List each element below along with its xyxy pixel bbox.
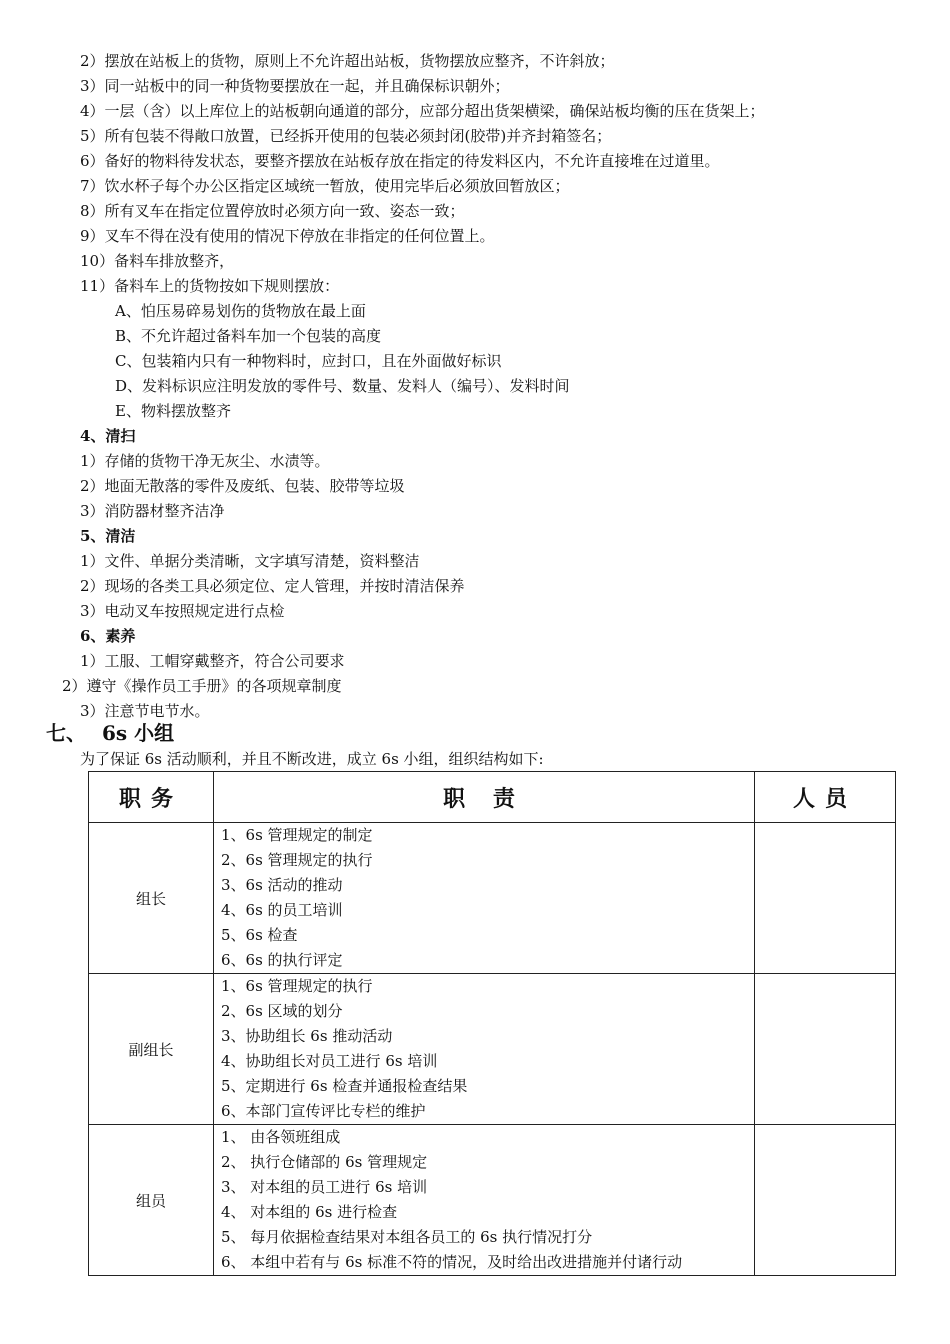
duty-item: 4、协助组长对员工进行 6s 培训 [221, 1052, 438, 1070]
duty-item: 2、6s 区域的划分 [221, 1002, 343, 1020]
duty-item: 4、 对本组的 6s 进行检查 [221, 1203, 398, 1221]
role-cell: 组员 [89, 1125, 214, 1276]
rule-line-3: 3）同一站板中的同一种货物要摆放在一起，并且确保标识朝外； [80, 77, 510, 95]
table-row [89, 1125, 896, 1276]
duty-item: 2、 执行仓储部的 6s 管理规定 [221, 1153, 428, 1171]
heading-tidiness: 5、清洁 [80, 527, 136, 545]
rule-line-10: 10）备料车排放整齐， [80, 252, 235, 270]
rule-line-2: 2）摆放在站板上的货物，原则上不允许超出站板，货物摆放应整齐，不许斜放； [80, 52, 615, 70]
duty-item: 2、6s 管理规定的执行 [221, 851, 373, 869]
duties-cell [214, 823, 755, 974]
duty-item: 3、6s 活动的推动 [221, 876, 343, 894]
discipline-line-3: 3）注意节电节水。 [80, 702, 210, 720]
org-structure-table [88, 771, 896, 1276]
section-7-title [46, 720, 174, 746]
duties-cell [214, 1125, 755, 1276]
duty-item: 1、 由各领班组成 [221, 1128, 341, 1146]
duty-item: 3、协助组长 6s 推动活动 [221, 1027, 393, 1045]
table-row [89, 974, 896, 1125]
tidiness-line-2: 2）现场的各类工具必须定位、定人管理，并按时清洁保养 [80, 577, 465, 595]
sub-rule-e: E、物料摆放整齐 [115, 402, 231, 420]
rule-line-4: 4）一层（含）以上库位上的站板朝向通道的部分，应部分超出货架横梁，确保站板均衡的压在货架上； [80, 102, 765, 120]
cleaning-line-3: 3）消防器材整齐洁净 [80, 502, 225, 520]
sub-rule-c: C、包装箱内只有一种物料时，应封口，且在外面做好标识 [115, 352, 502, 370]
role-cell: 副组长 [89, 974, 214, 1125]
duty-item: 3、 对本组的员工进行 6s 培训 [221, 1178, 428, 1196]
discipline-line-2: 2）遵守《操作员工手册》的各项规章制度 [62, 677, 342, 695]
duty-item: 1、6s 管理规定的制定 [221, 826, 373, 844]
section-7-intro: 为了保证 6s 活动顺利，并且不断改进，成立 6s 小组，组织结构如下: [80, 750, 544, 768]
cleaning-line-1: 1）存储的货物干净无灰尘、水渍等。 [80, 452, 330, 470]
header-role: 职务 [89, 772, 214, 823]
duty-item: 5、定期进行 6s 检查并通报检查结果 [221, 1077, 468, 1095]
duty-item: 6、 本组中若有与 6s 标准不符的情况，及时给出改进措施并付诸行动 [221, 1253, 683, 1271]
sub-rule-a: A、怕压易碎易划伤的货物放在最上面 [115, 302, 366, 320]
discipline-line-1: 1）工服、工帽穿戴整齐，符合公司要求 [80, 652, 345, 670]
duties-cell [214, 974, 755, 1125]
tidiness-line-3: 3）电动叉车按照规定进行点检 [80, 602, 285, 620]
cleaning-line-2: 2）地面无散落的零件及废纸、包装、胶带等垃圾 [80, 477, 405, 495]
person-cell [755, 974, 896, 1125]
header-duties: 职 责 [214, 772, 755, 823]
sub-rule-d: D、发料标识应注明发放的零件号、数量、发料人（编号）、发料时间 [115, 377, 570, 395]
tidiness-line-1: 1）文件、单据分类清晰，文字填写清楚，资料整洁 [80, 552, 420, 570]
heading-cleaning: 4、清扫 [80, 427, 136, 445]
rule-line-11: 11）备料车上的货物按如下规则摆放： [80, 277, 340, 295]
duty-item: 5、6s 检查 [221, 926, 298, 944]
table-row [89, 823, 896, 974]
header-person: 人员 [755, 772, 896, 823]
rule-line-9: 9）叉车不得在没有使用的情况下停放在非指定的任何位置上。 [80, 227, 495, 245]
duty-item: 1、6s 管理规定的执行 [221, 977, 373, 995]
heading-discipline: 6、素养 [80, 627, 136, 645]
section-7-number: 七、 [46, 721, 86, 745]
section-7-heading: 6s 小组 [102, 721, 175, 745]
duty-item: 5、 每月依据检查结果对本组各员工的 6s 执行情况打分 [221, 1228, 593, 1246]
sub-rule-b: B、不允许超过备料车加一个包装的高度 [115, 327, 382, 345]
person-cell [755, 823, 896, 974]
duty-item: 6、本部门宣传评比专栏的维护 [221, 1102, 426, 1120]
table-header-row [89, 772, 896, 823]
duty-item: 6、6s 的执行评定 [221, 951, 343, 969]
person-cell [755, 1125, 896, 1276]
rule-line-5: 5）所有包装不得敞口放置，已经拆开使用的包装必须封闭(胶带)并齐封箱签名； [80, 127, 612, 145]
role-cell: 组长 [89, 823, 214, 974]
rule-line-8: 8）所有叉车在指定位置停放时必须方向一致、姿态一致； [80, 202, 465, 220]
duty-item: 4、6s 的员工培训 [221, 901, 343, 919]
rule-line-6: 6）备好的物料待发状态，要整齐摆放在站板存放在指定的待发料区内，不允许直接堆在过道里。 [80, 152, 720, 170]
rule-line-7: 7）饮水杯子每个办公区指定区域统一暂放，使用完毕后必须放回暂放区； [80, 177, 570, 195]
